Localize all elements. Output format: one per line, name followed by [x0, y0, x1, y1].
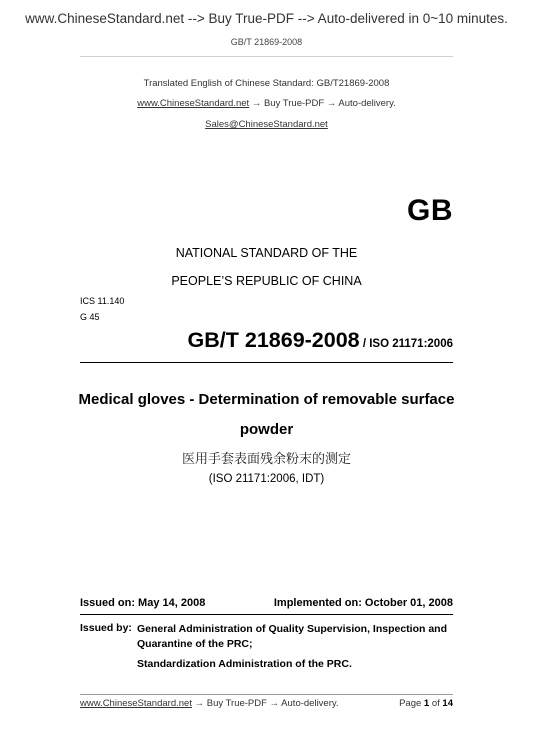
site-link[interactable]: www.ChineseStandard.net	[137, 98, 250, 109]
purchase-text: → Buy True-PDF → Auto-delivery.	[249, 98, 396, 109]
issued-date: Issued on: May 14, 2008	[80, 597, 206, 609]
document-title-line1: Medical gloves - Determination of removable surface	[78, 391, 455, 408]
equivalence-note: (ISO 21171:2006, IDT)	[208, 473, 325, 485]
footer-purchase-text: → Buy True-PDF → Auto-delivery.	[191, 698, 339, 709]
standard-number-main: GB/T 21869-2008	[187, 328, 360, 352]
title-divider	[80, 362, 453, 363]
dates-divider	[80, 614, 453, 615]
issued-by-label: Issued by:	[80, 622, 132, 634]
top-banner: www.ChineseStandard.net --> Buy True-PDF --> Auto-delivered in 0~10 minutes.	[25, 11, 508, 26]
iso-reference: / ISO 21171:2006	[359, 338, 453, 350]
page-current: 1	[423, 698, 430, 709]
gb-mark: GB	[407, 194, 453, 227]
standard-number	[188, 328, 453, 353]
email-line	[0, 119, 533, 130]
national-standard-line2: PEOPLE’S REPUBLIC OF CHINA	[171, 274, 362, 288]
implemented-date: Implemented on: October 01, 2008	[273, 597, 453, 609]
translation-note: Translated English of Chinese Standard: GB/T21869-2008	[143, 78, 390, 89]
ics-code: ICS 11.140	[80, 296, 125, 306]
footer-purchase-line	[80, 698, 339, 709]
page-label: Page	[399, 698, 422, 709]
document-title-line2: powder	[239, 421, 294, 438]
chinese-title: 医用手套表面残余粉末的测定	[181, 452, 351, 467]
page-indicator	[399, 698, 453, 709]
page-of: of	[431, 698, 440, 709]
national-standard-line1: NATIONAL STANDARD OF THE	[175, 246, 358, 260]
email-link[interactable]: Sales@ChineseStandard.net	[205, 119, 328, 130]
header-divider	[80, 56, 453, 57]
issuer-line1: General Administration of Quality Supervision, Inspection and Quarantine of the PRC;	[137, 623, 447, 650]
purchase-line	[0, 98, 533, 109]
page-total: 14	[442, 698, 453, 709]
doc-code-header: GB/T 21869-2008	[230, 37, 303, 47]
issuer-line2: Standardization Administration of the PRC.	[137, 658, 352, 670]
g-code: G 45	[80, 312, 100, 322]
footer-divider	[80, 694, 453, 695]
footer-site-link[interactable]: www.ChineseStandard.net	[80, 698, 192, 709]
